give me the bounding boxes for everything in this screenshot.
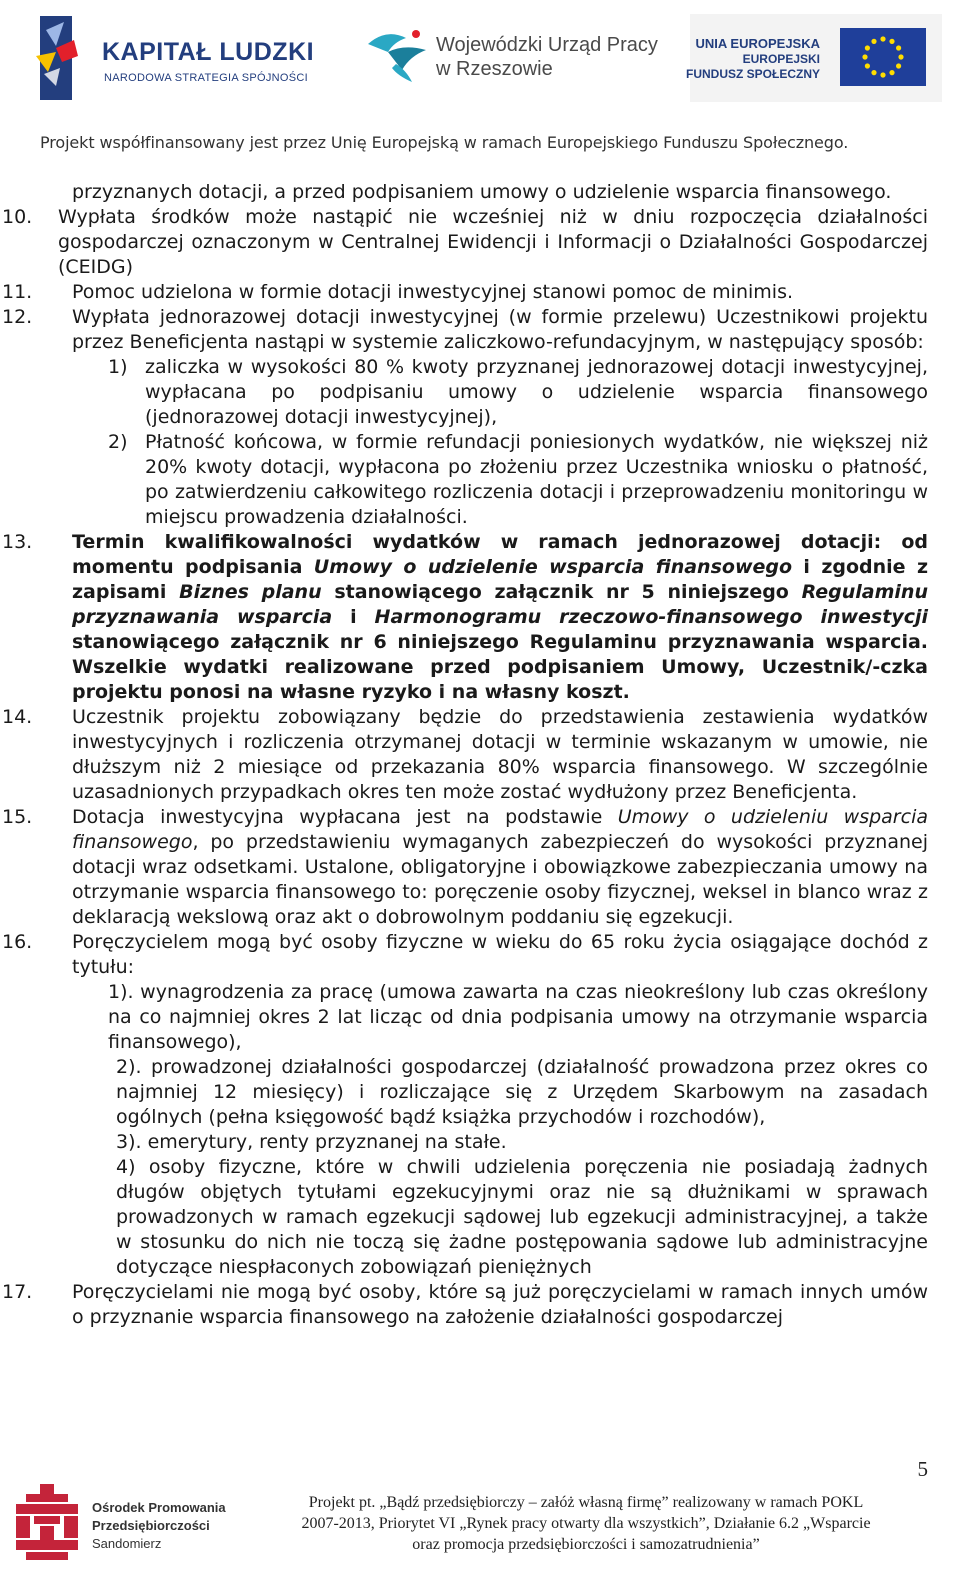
wup-name-line2: w Rzeszowie bbox=[436, 58, 553, 80]
list-item bbox=[0, 180, 960, 205]
sub-item: 2). prowadzonej działalności gospodarczej (działalność prowadzona przez okres co najmniej 12 miesięcy) i rozliczające się z Urzędem Skarbowym na zasadach ogólnych (pełna księgowość bądź książka przychodów i rozchodów), bbox=[116, 1056, 928, 1128]
item-text-italic: Biznes planu bbox=[179, 581, 322, 603]
list-item bbox=[0, 930, 960, 980]
kapital-ludzki-logo bbox=[34, 12, 324, 104]
item-text bbox=[0, 530, 960, 705]
item-text-part: Termin kwalifikowalności wydatków w ramach jednorazowej dotacji: od momentu podpisania bbox=[72, 531, 928, 578]
list-item bbox=[0, 305, 960, 355]
kapital-ludzki-emblem-icon bbox=[34, 12, 104, 104]
eu-star-icon bbox=[880, 36, 885, 41]
item-text: Uczestnik projektu zobowiązany będzie do przedstawienia zestawienia wydatków inwestycyjnych i rozliczenia otrzymanej dotacji w terminie wskazanym w umowie, nie dłuższym niż 2 miesiące od przekazania 80% wsparcia finansowego. W szczególnie uzasadnionych przypadkach okres ten może zostać wydłużony przez Beneficjenta. bbox=[72, 706, 928, 803]
item-text: przyznanych dotacji, a przed podpisaniem umowy o udzielenie wsparcia finansowego. bbox=[72, 181, 892, 203]
footer-line: Projekt pt. „Bądź przedsiębiorczy – załóż własną firmę” realizowany w ramach POKL bbox=[308, 1494, 864, 1511]
item-text: Wypłata jednorazowej dotacji inwestycyjnej (w formie przelewu) Uczestnikowi projektu przez Beneficjenta nastąpi w systemie zaliczkowo-refundacyjnym, w następujący sposób: bbox=[72, 306, 928, 353]
eu-star-icon bbox=[871, 39, 876, 44]
item-number: 14. bbox=[2, 706, 33, 728]
opp-sandomierz-logo bbox=[12, 1480, 242, 1570]
eu-star-icon bbox=[871, 70, 876, 75]
eu-star-icon bbox=[896, 63, 901, 68]
eu-label-line3: FUNDUSZ SPOŁECZNY bbox=[685, 67, 820, 81]
item-number: 10. bbox=[2, 206, 33, 228]
item-text-part: Dotacja inwestycyjna wypłacana jest na podstawie bbox=[72, 806, 618, 828]
item-number: 16. bbox=[2, 931, 33, 953]
sub-item: 4) osoby fizyczne, które w chwili udzielenia poręczenia nie posiadają żadnych długów objętych tytułami egzekucyjnymi oraz nie są dłużnikami w sprawach prowadzonych w ramach egzekucji sądowej lub egzekucji administracyjnej, a także w stosunku do nich nie toczą się żadne postępowania sądowe lub administracyjne dotyczące niespłaconych zobowiązań pieniężnych bbox=[116, 1156, 928, 1278]
item-text-part: stanowiącego załącznik nr 6 niniejszego Regulaminu przyznawania wsparcia. Wszelkie wydatki realizowane przed podpisaniem Umowy, Uczestnik/-czka projektu ponosi na własne ryzyko i na własny koszt. bbox=[72, 631, 928, 703]
item-number: 13. bbox=[2, 531, 33, 553]
item-text: Poręczycielem mogą być osoby fizyczne w wieku do 65 roku życia osiągające dochód z tytułu: bbox=[72, 931, 928, 978]
item-text: Poręczycielami nie mogą być osoby, które są już poręczycielami w ramach innych umów o przyznanie wsparcia finansowego na założenie działalności gospodarczej bbox=[72, 1281, 928, 1328]
opp-logo-line2: Przedsiębiorczości bbox=[92, 1518, 210, 1533]
eu-star-icon bbox=[862, 54, 867, 59]
item-text-italic: Harmonogramu rzeczowo-finansowego inwestycji bbox=[374, 606, 928, 628]
footer-line: oraz promocja przedsiębiorczości i samozatrudnienia” bbox=[412, 1536, 760, 1553]
sub-item: 1). wynagrodzenia za pracę (umowa zawarta na czas nieokreślony lub czas określony na co najmniej okres 2 lat licząc od dnia podpisania umowy na otrzymanie wsparcia finansowego), bbox=[108, 981, 928, 1053]
sub-item-number: 1) bbox=[108, 356, 128, 378]
wup-bird-icon bbox=[366, 24, 432, 84]
eu-star-icon bbox=[898, 54, 903, 59]
eu-star-icon bbox=[896, 45, 901, 50]
item-text-part: , po przedstawieniu wymaganych zabezpieczeń do wysokości przyznanej dotacji wraz odsetkami. Ustalone, obligatoryjne i obowiązkowe zabezpieczania umowy na otrzymanie wsparcia finansowego to: poręczenie osoby fizycznej, weksel in blanco wraz z deklaracją wekslową oraz akt o dobrowolnym poddaniu się egzekucji. bbox=[72, 831, 928, 928]
wup-rzeszow-logo bbox=[366, 22, 666, 92]
eu-star-icon bbox=[880, 72, 885, 77]
item-text bbox=[0, 805, 960, 930]
opp-emblem-icon bbox=[12, 1482, 82, 1566]
kapital-ludzki-title: KAPITAŁ LUDZKI bbox=[102, 38, 315, 66]
eu-star-icon bbox=[889, 70, 894, 75]
page-header bbox=[0, 0, 960, 152]
list-item bbox=[0, 530, 960, 705]
item-number: 11. bbox=[2, 281, 33, 303]
sub-item-text: zaliczka w wysokości 80 % kwoty przyznanej jednorazowej dotacji inwestycyjnej, wypłacana po podpisaniu umowy o udzielenie wsparcia finansowego (jednorazowej dotacji inwestycyjnej), bbox=[145, 356, 928, 428]
wup-name-line1: Wojewódzki Urząd Pracy bbox=[436, 34, 658, 56]
sub-item-text: Płatność końcowa, w formie refundacji poniesionych wydatków, nie większej niż 20% kwoty dotacji, wypłacona po złożeniu przez Uczestnika wniosku o płatność, po zatwierdzeniu całkowitego rozliczenia dotacji i przeprowadzeniu monitoringu w miejscu prowadzenia działalności. bbox=[145, 431, 928, 528]
item-text-italic: Regulaminu przyznawania wsparcia bbox=[72, 581, 928, 628]
page-number: 5 bbox=[917, 1457, 928, 1481]
sub-item bbox=[0, 430, 960, 530]
item-text-part: i bbox=[332, 606, 375, 628]
item-text-part: i zgodnie z zapisami bbox=[72, 556, 928, 603]
item-text: Wypłata środków może nastąpić nie wcześniej niż w dniu rozpoczęcia działalności gospodarczej oznaczonym w Centralnej Ewidencji i Informacji o Działalności Gospodarczej (CEIDG) bbox=[58, 206, 928, 278]
footer-project-info bbox=[246, 1492, 926, 1555]
item-number: 15. bbox=[2, 806, 33, 828]
eu-efs-logo bbox=[685, 14, 942, 102]
list-item bbox=[0, 280, 960, 305]
eu-flag-icon bbox=[840, 28, 926, 86]
eu-label-line1: UNIA EUROPEJSKA bbox=[695, 36, 820, 51]
eu-star-icon bbox=[865, 63, 870, 68]
item-text-italic: Umowy o udzieleniu wsparcia finansowego bbox=[72, 806, 928, 853]
cofinance-notice: Projekt współfinansowany jest przez Unię Europejską w ramach Europejskiego Funduszu Społecznego. bbox=[40, 133, 849, 152]
opp-logo-line1: Ośrodek Promowania bbox=[92, 1500, 226, 1515]
list-item bbox=[0, 1280, 960, 1330]
item-text-italic: Umowy o udzielenie wsparcia finansowego bbox=[313, 556, 793, 578]
kapital-ludzki-subtitle: NARODOWA STRATEGIA SPÓJNOŚCI bbox=[104, 72, 308, 84]
item-text: Pomoc udzielona w formie dotacji inwestycyjnej stanowi pomoc de minimis. bbox=[72, 281, 794, 303]
list-item bbox=[0, 805, 960, 930]
sub-item bbox=[0, 355, 960, 430]
eu-star-icon bbox=[865, 45, 870, 50]
list-item bbox=[0, 705, 960, 805]
item-number: 12. bbox=[2, 306, 33, 328]
sub-item-number: 2) bbox=[108, 431, 128, 453]
document-body bbox=[0, 180, 960, 1330]
opp-logo-line3: Sandomierz bbox=[92, 1536, 162, 1551]
eu-star-icon bbox=[889, 39, 894, 44]
item-number: 17. bbox=[2, 1281, 33, 1303]
footer-line: 2007-2013, Priorytet VI „Rynek pracy otwarty dla wszystkich”, Działanie 6.2 „Wsparcie bbox=[301, 1515, 871, 1532]
list-item bbox=[0, 205, 960, 280]
sub-item: 3). emerytury, renty przyznanej na stałe. bbox=[116, 1131, 507, 1153]
eu-label-line2: EUROPEJSKI bbox=[742, 52, 820, 66]
item-text-part: stanowiącego załącznik nr 5 niniejszego bbox=[321, 581, 802, 603]
